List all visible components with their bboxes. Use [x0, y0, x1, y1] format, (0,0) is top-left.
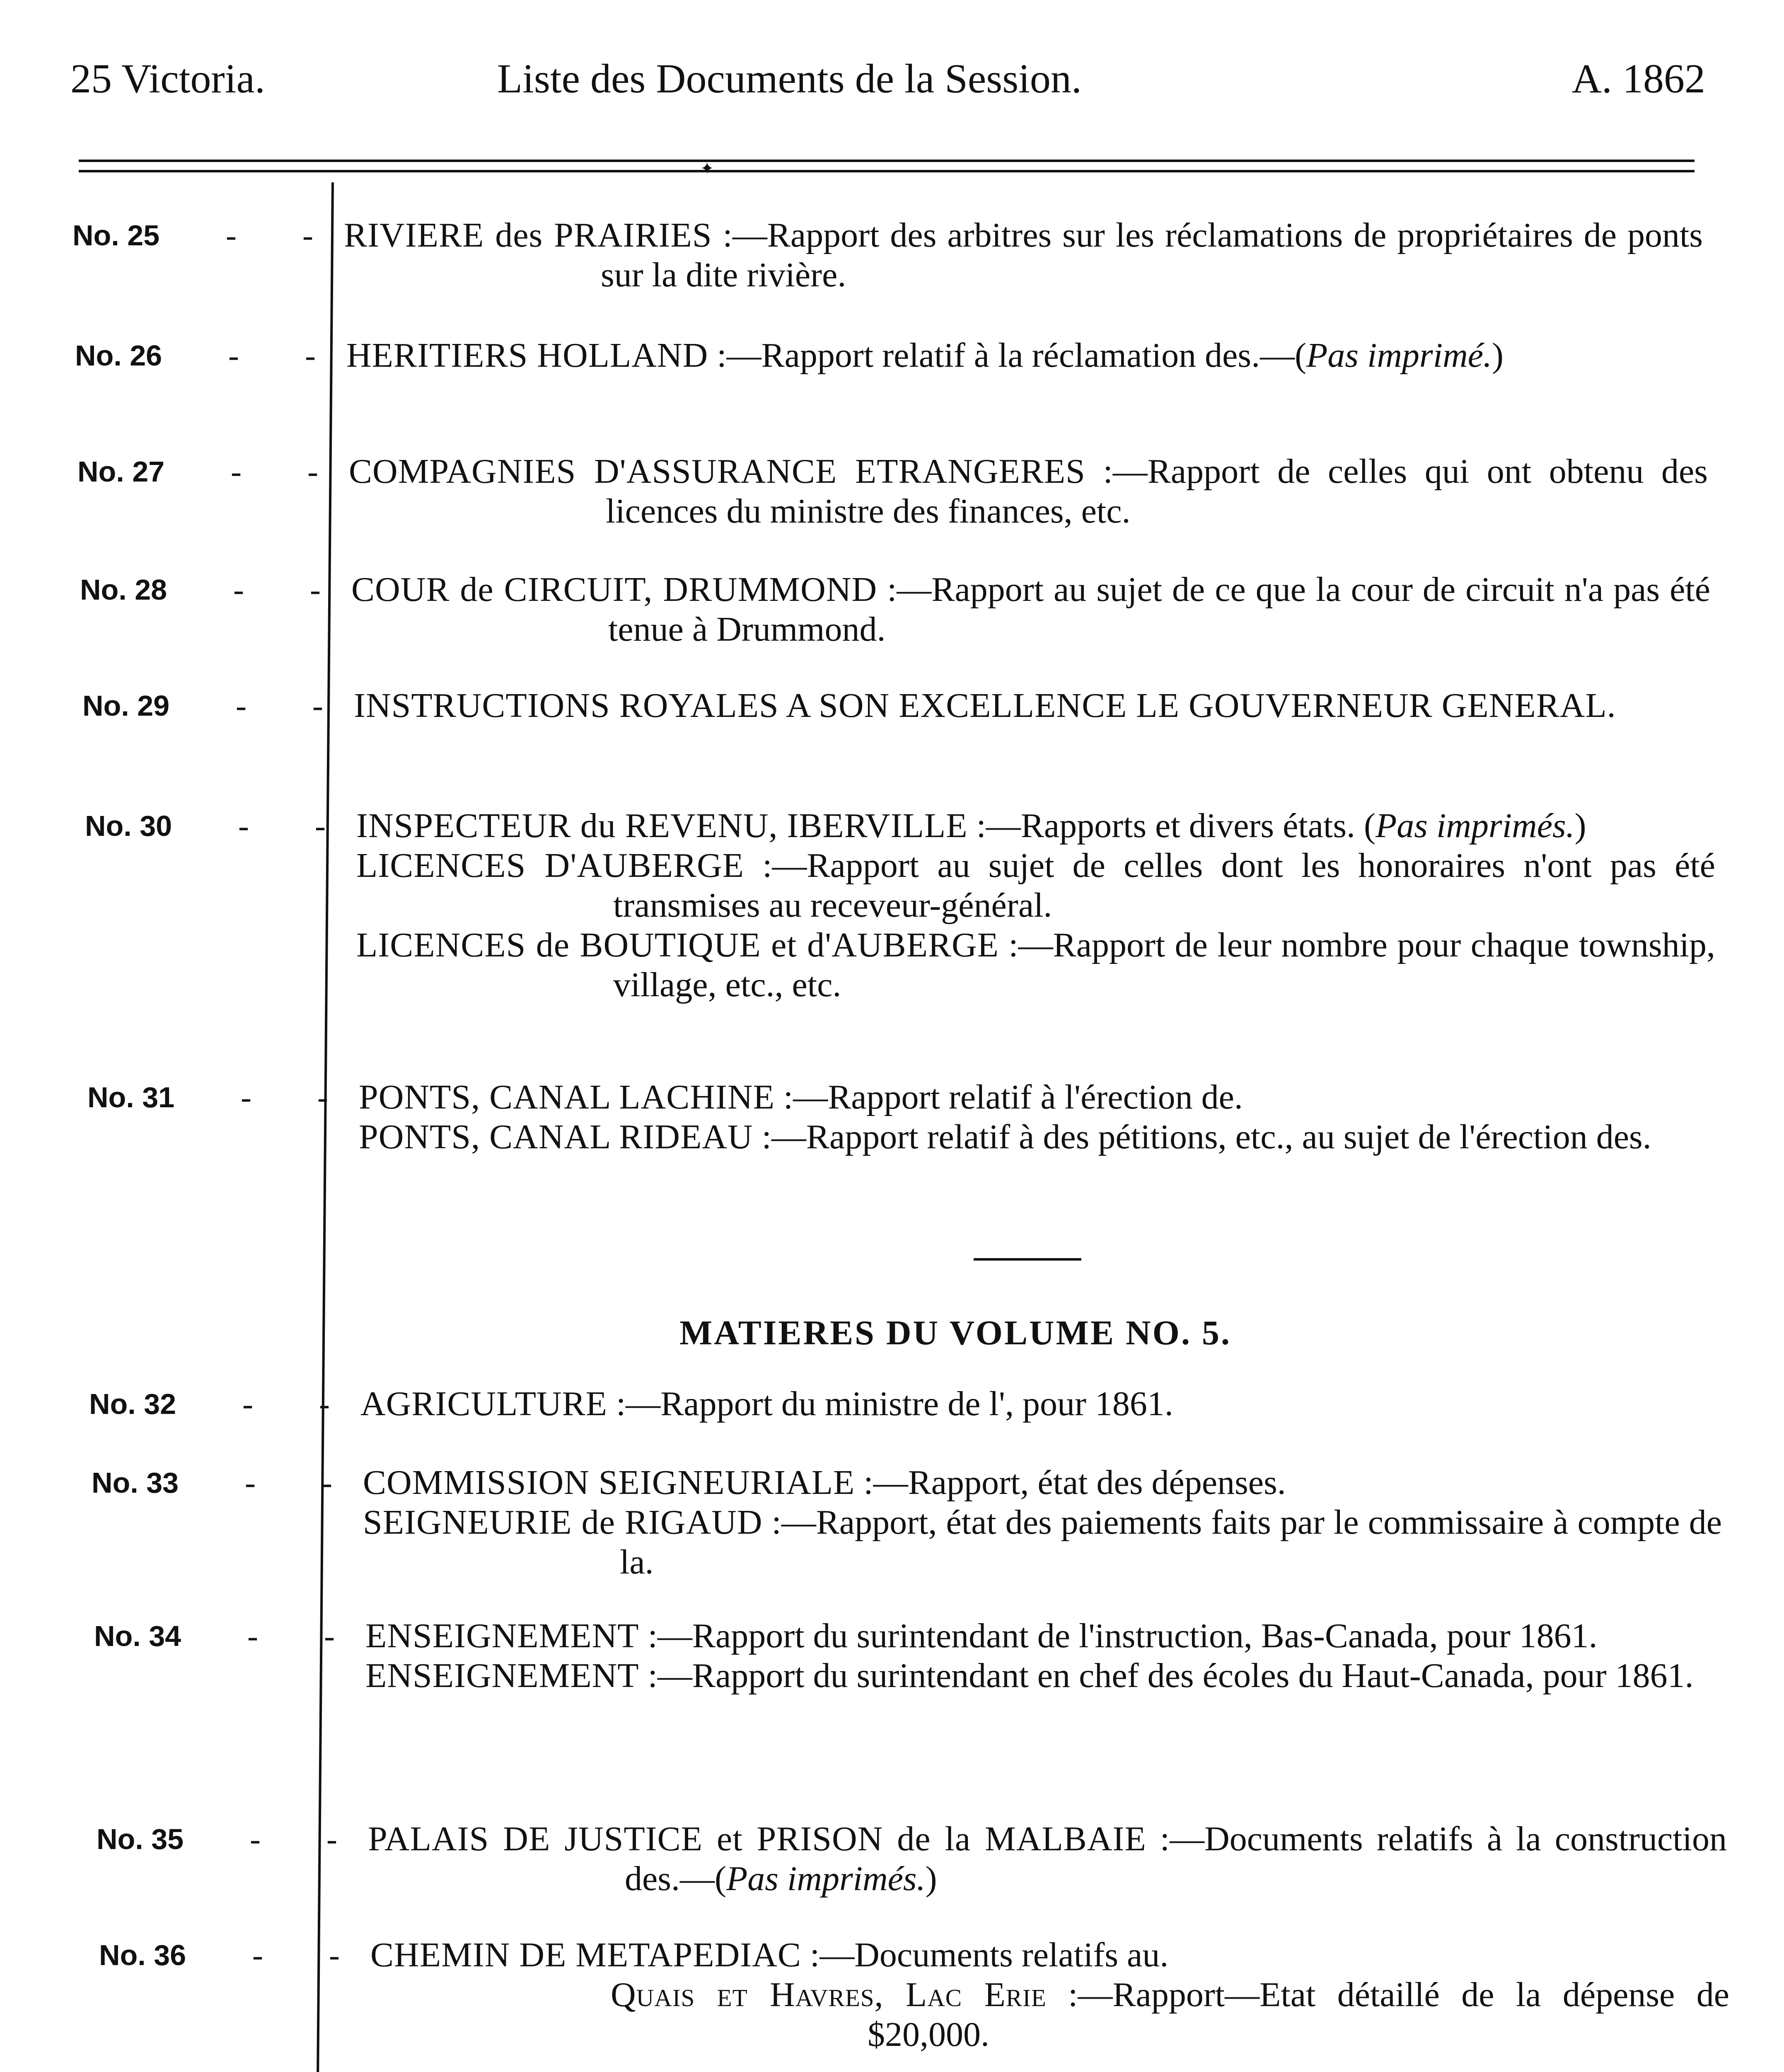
entry-item: [346, 336, 1705, 375]
entry-heading: RIVIERE des PRAIRIES: [344, 216, 712, 254]
entry-item: [368, 1819, 1727, 1899]
header-rule-bottom: [79, 170, 1695, 172]
running-head-right: A. 1862: [1571, 56, 1705, 102]
running-head-title: Liste des Documents de la Session.: [497, 56, 1082, 102]
leader-dash: -: [238, 808, 249, 844]
document-number: No. 25: [73, 219, 160, 252]
entry-text: [351, 570, 1710, 649]
entry-item: [356, 806, 1715, 846]
entry-text: [368, 1819, 1727, 1899]
entry-description: :—Rapport de leur nombre pour chaque township, village, etc., etc.: [613, 926, 1716, 1004]
entry-item: [356, 925, 1715, 1005]
leader-dash: -: [233, 571, 244, 608]
entry-description: :—Documents relatifs au.: [801, 1936, 1169, 1974]
leader-dash: -: [307, 453, 318, 489]
document-number: No. 27: [77, 455, 165, 488]
entry-heading: HERITIERS HOLLAND: [346, 336, 708, 375]
entry-heading: CHEMIN DE METAPEDIAC: [370, 1936, 801, 1974]
leader-dash: -: [329, 1937, 340, 1973]
entry-description: :—Rapports et divers états. (: [967, 806, 1375, 845]
entry-description: :—Rapport du surintendant de l'instruction, Bas-Canada, pour 1861.: [639, 1617, 1598, 1655]
entry-text: [363, 1463, 1722, 1582]
entry-item: [363, 1463, 1722, 1503]
document-number: No. 30: [85, 810, 172, 842]
entry-item: [363, 1503, 1722, 1582]
entry-description: :—Rapport des arbitres sur les réclamations de propriétaires de ponts sur la dite rivière.: [601, 216, 1703, 294]
entry-description: :—Rapport au sujet de celles dont les honoraires n'ont pas été transmises au receveur-général.: [613, 846, 1716, 925]
entry-heading: COMMISSION SEIGNEURIALE: [363, 1463, 855, 1502]
entry-heading: Quais et Havres, Lac Erie: [611, 1975, 1047, 2014]
leader-dash: -: [305, 337, 316, 373]
entry-description: :—Rapport relatif à la réclamation des.—(: [708, 336, 1307, 375]
entry-item: [351, 570, 1710, 649]
closing-paren: ): [1574, 806, 1586, 845]
entry-text: [356, 806, 1715, 1005]
document-number: No. 26: [75, 339, 162, 372]
entry-item: [359, 1117, 1718, 1157]
entry-text: [365, 1616, 1724, 1696]
leader-dash: -: [236, 687, 247, 724]
document-number: No. 33: [92, 1467, 179, 1499]
entry-heading: ENSEIGNEMENT: [365, 1617, 639, 1655]
entry-text: [354, 686, 1713, 726]
entry-heading: LICENCES de BOUTIQUE et d'AUBERGE: [356, 926, 999, 964]
leader-dash: -: [226, 217, 237, 253]
entry-text: [370, 1935, 1729, 2055]
leader-dash: -: [310, 571, 321, 608]
entry-heading: ENSEIGNEMENT: [365, 1656, 639, 1695]
document-number: No. 36: [99, 1939, 186, 1971]
entry-item: [365, 1616, 1724, 1656]
entry-heading: SEIGNEURIE de RIGAUD: [363, 1503, 763, 1542]
entry-item: [370, 1935, 1729, 1975]
entry-description: :—Documents relatifs à la construction des.—(: [625, 1820, 1727, 1898]
not-printed-note: Pas imprimés.: [726, 1859, 926, 1898]
not-printed-note: Pas imprimé.: [1306, 336, 1492, 375]
entry-text: [346, 336, 1705, 375]
volume-heading: MATIERES DU VOLUME NO. 5.: [679, 1314, 1231, 1352]
entry-item: [354, 686, 1713, 726]
document-number: No. 34: [94, 1620, 181, 1652]
leader-dash: -: [228, 337, 239, 373]
document-number: No. 29: [82, 690, 170, 722]
leader-dash: -: [302, 217, 313, 253]
entry-item: [356, 846, 1715, 925]
rule-ornament: ✦: [700, 159, 714, 178]
leader-dash: -: [317, 1079, 328, 1115]
not-printed-note: Pas imprimés.: [1375, 806, 1575, 845]
leader-dash: -: [245, 1464, 256, 1501]
entry-item: [370, 1975, 1729, 2055]
entry-description: :—Rapport du ministre de l', pour 1861.: [607, 1385, 1173, 1423]
leader-dash: -: [315, 808, 326, 844]
entry-item: [349, 452, 1708, 531]
leader-dash: -: [319, 1386, 330, 1422]
entry-item: [344, 215, 1703, 295]
entry-item: [365, 1656, 1724, 1696]
document-number: No. 31: [87, 1081, 175, 1113]
document-number: No. 32: [89, 1388, 176, 1420]
entry-heading: PONTS, CANAL RIDEAU: [359, 1118, 753, 1156]
section-separator: [974, 1258, 1081, 1261]
entry-heading: INSTRUCTIONS ROYALES A SON EXCELLENCE LE GOUVERNEUR GENERAL.: [354, 686, 1616, 725]
entry-heading: INSPECTEUR du REVENU, IBERVILLE: [356, 806, 968, 845]
leader-dash: -: [241, 1079, 251, 1115]
entry-description: :—Rapport, état des paiements faits par le commissaire à compte de la.: [620, 1503, 1722, 1581]
leader-dash: -: [322, 1464, 332, 1501]
entry-item: [359, 1077, 1718, 1117]
entry-description: :—Rapport relatif à des pétitions, etc., au sujet de l'érection des.: [753, 1118, 1651, 1156]
leader-dash: -: [252, 1937, 263, 1973]
entry-heading: PONTS, CANAL LACHINE: [359, 1078, 775, 1116]
closing-paren: ): [925, 1859, 937, 1898]
entry-text: [349, 452, 1708, 531]
entry-description: :—Rapport de celles qui ont obtenu des licences du ministre des finances, etc.: [606, 452, 1708, 530]
leader-dash: -: [247, 1618, 258, 1654]
leader-dash: -: [312, 687, 323, 724]
leader-dash: -: [242, 1386, 253, 1422]
entry-heading: COMPAGNIES D'ASSURANCE ETRANGERES: [349, 452, 1085, 491]
leader-dash: -: [326, 1821, 337, 1857]
leader-dash: -: [324, 1618, 335, 1654]
entry-text: [344, 215, 1703, 295]
running-head-left: 25 Victoria.: [70, 56, 265, 102]
entry-description: :—Rapport au sujet de ce que la cour de circuit n'a pas été tenue à Drummond.: [608, 570, 1710, 649]
entry-description: :—Rapport relatif à l'érection de.: [774, 1078, 1243, 1116]
entry-description: :—Rapport du surintendant en chef des écoles du Haut-Canada, pour 1861.: [639, 1656, 1694, 1695]
entry-text: [359, 1077, 1718, 1157]
entry-heading: PALAIS DE JUSTICE et PRISON de la MALBAIE: [368, 1820, 1146, 1858]
leader-dash: -: [231, 453, 242, 489]
entry-item: [360, 1384, 1719, 1424]
entry-heading: AGRICULTURE: [360, 1385, 607, 1423]
entry-description: :—Rapport, état des dépenses.: [855, 1463, 1286, 1502]
leader-dash: -: [250, 1821, 261, 1857]
document-number: No. 28: [80, 574, 167, 606]
entry-text: [360, 1384, 1719, 1424]
closing-paren: ): [1492, 336, 1504, 375]
entry-description: :—Rapport—Etat détaillé de la dépense de $20,000.: [868, 1975, 1729, 2054]
header-rule-top: [79, 160, 1695, 162]
entry-heading: LICENCES D'AUBERGE: [356, 846, 744, 885]
entry-heading: COUR de CIRCUIT, DRUMMOND: [351, 570, 877, 609]
document-number: No. 35: [97, 1823, 184, 1855]
